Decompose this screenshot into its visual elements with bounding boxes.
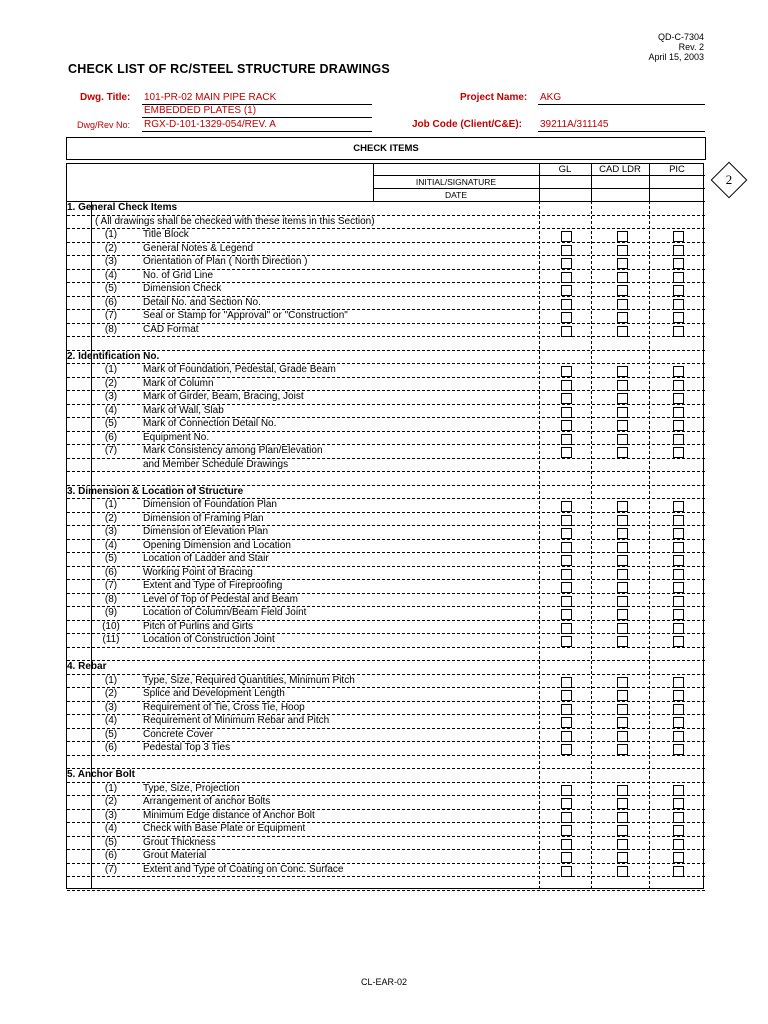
item-number: (6) (104, 566, 118, 578)
dwg-title-underline-2 (142, 117, 372, 118)
job-code-value: 39211A/311145 (540, 119, 609, 130)
checkbox-pic[interactable] (673, 623, 684, 634)
checkbox-pic[interactable] (673, 852, 684, 863)
checkbox-cad-ldr[interactable] (617, 690, 628, 701)
item-number: (1) (104, 782, 118, 794)
checkbox-gl[interactable] (561, 299, 572, 310)
checkbox-gl[interactable] (561, 380, 572, 391)
item-number: (2) (104, 512, 118, 524)
checkbox-gl[interactable] (561, 866, 572, 877)
checkbox-cad-ldr[interactable] (617, 582, 628, 593)
checkbox-cad-ldr[interactable] (617, 731, 628, 742)
item-text: Location of Column/Beam Field Joint (143, 607, 307, 618)
checkbox-pic[interactable] (673, 812, 684, 823)
checkbox-gl[interactable] (561, 785, 572, 796)
checkbox-pic[interactable] (673, 596, 684, 607)
checkbox-gl[interactable] (561, 447, 572, 458)
checkbox-cad-ldr[interactable] (617, 555, 628, 566)
item-text: Location of Ladder and Stair (143, 553, 269, 564)
checkbox-pic[interactable] (673, 839, 684, 850)
item-text: Working Point of Bracing (143, 566, 253, 578)
item-number: (11) (102, 634, 120, 645)
checkbox-gl[interactable] (561, 542, 572, 553)
checkbox-cad-ldr[interactable] (617, 258, 628, 269)
checkbox-gl[interactable] (561, 407, 572, 418)
section-title: 2. Identification No. (67, 350, 160, 362)
checkbox-gl[interactable] (561, 285, 572, 296)
item-number: (4) (104, 823, 118, 834)
section-title: 4. Rebar (67, 661, 107, 672)
item-text: Grout Thickness (143, 836, 216, 848)
column-header-pic: PIC (669, 164, 685, 175)
table-row (67, 404, 705, 417)
table-row (67, 822, 705, 835)
checkbox-gl[interactable] (561, 231, 572, 242)
table-row (67, 377, 705, 390)
item-number: (5) (104, 553, 118, 564)
checkbox-cad-ldr[interactable] (617, 839, 628, 850)
item-number: (7) (104, 863, 118, 875)
checkbox-cad-ldr[interactable] (617, 434, 628, 445)
checkbox-cad-ldr[interactable] (617, 596, 628, 607)
item-number: (6) (104, 850, 118, 861)
table-row (67, 579, 705, 592)
item-number: (1) (104, 674, 118, 686)
checkbox-gl[interactable] (561, 569, 572, 580)
item-number: (2) (104, 796, 118, 807)
checkbox-gl[interactable] (561, 636, 572, 647)
header-rule-2 (373, 188, 705, 189)
table-row (67, 701, 705, 714)
item-text: Seal or Stamp for "Approval" or "Construction" (143, 310, 348, 321)
item-text: Extent and Type of Coating on Conc. Surface (143, 863, 344, 875)
table-row (67, 417, 705, 430)
checkbox-pic[interactable] (673, 731, 684, 742)
table-row (67, 863, 705, 876)
checkbox-cad-ldr[interactable] (617, 866, 628, 877)
checkbox-cad-ldr[interactable] (617, 542, 628, 553)
table-row (67, 431, 705, 444)
section-heading-row (67, 201, 705, 214)
checkbox-gl[interactable] (561, 744, 572, 755)
table-row (67, 215, 705, 228)
document-code: QD-C-7304 (657, 32, 704, 42)
table-row (67, 525, 705, 538)
checkbox-cad-ldr[interactable] (617, 744, 628, 755)
checkbox-pic[interactable] (673, 501, 684, 512)
checkbox-gl[interactable] (561, 623, 572, 634)
checkbox-pic[interactable] (673, 798, 684, 809)
item-text: Equipment No. (143, 431, 210, 443)
item-text: Mark of Girder, Beam, Bracing, Joist (143, 391, 304, 402)
checkbox-pic[interactable] (673, 299, 684, 310)
checkbox-pic[interactable] (673, 231, 684, 242)
table-row (67, 633, 705, 646)
table-row (67, 363, 705, 376)
item-text: and Member Schedule Drawings (143, 458, 289, 470)
checkbox-gl[interactable] (561, 555, 572, 566)
checkbox-gl[interactable] (561, 272, 572, 283)
checkbox-cad-ldr[interactable] (617, 420, 628, 431)
table-row (67, 566, 705, 579)
project-name-value: AKG (540, 92, 562, 103)
checkbox-pic[interactable] (673, 245, 684, 256)
dwg-rev-value: RGX-D-101-1329-054/REV. A (144, 119, 276, 130)
item-number: (10) (102, 620, 120, 632)
checkbox-gl[interactable] (561, 677, 572, 688)
item-text: Extent and Type of Fireproofing (143, 580, 283, 591)
table-row (67, 674, 705, 687)
checkbox-gl[interactable] (561, 326, 572, 337)
item-text: Type, Size, Projection (143, 782, 240, 794)
item-text: Location of Construction Joint (143, 634, 275, 645)
checkbox-gl[interactable] (561, 420, 572, 431)
checkbox-gl[interactable] (561, 366, 572, 377)
checklist-table (66, 163, 704, 889)
checkbox-cad-ldr[interactable] (617, 393, 628, 404)
checkbox-pic[interactable] (673, 704, 684, 715)
item-number: (1) (104, 229, 118, 240)
table-row (67, 782, 705, 795)
item-text: ( All drawings shall be checked with these items in this Section) (95, 215, 375, 227)
checkbox-pic[interactable] (673, 717, 684, 728)
item-number: (2) (104, 688, 118, 699)
item-text: Mark of Wall, Slab (143, 404, 224, 416)
checkbox-gl[interactable] (561, 812, 572, 823)
date-label: DATE (444, 190, 468, 200)
item-text: Requirement of Minimum Rebar and Pitch (143, 715, 330, 726)
item-number: (3) (104, 391, 118, 402)
item-text: Level of Top of Pedestal and Beam (143, 593, 298, 605)
item-number: (5) (104, 728, 118, 740)
item-text: Mark of Connection Detail No. (143, 418, 277, 429)
item-text: Arrangement of anchor Bolts (143, 796, 271, 807)
checkbox-gl[interactable] (561, 731, 572, 742)
item-number: (5) (104, 418, 118, 429)
checkbox-pic[interactable] (673, 258, 684, 269)
item-number: (3) (104, 809, 118, 821)
checkbox-cad-ldr[interactable] (617, 636, 628, 647)
checkbox-cad-ldr[interactable] (617, 326, 628, 337)
column-header-cad-ldr: CAD LDR (599, 164, 641, 175)
checkbox-gl[interactable] (561, 245, 572, 256)
item-number: (9) (104, 607, 118, 618)
checkbox-gl[interactable] (561, 515, 572, 526)
checkbox-cad-ldr[interactable] (617, 798, 628, 809)
item-text: Mark of Foundation, Pedestal, Grade Beam (143, 364, 336, 375)
table-row (67, 836, 705, 849)
header-rule-1 (373, 175, 705, 176)
checkbox-gl[interactable] (561, 528, 572, 539)
item-text: Detail No. and Section No. (143, 296, 261, 308)
item-number: (3) (104, 256, 118, 267)
dwg-title-value-line1: 101-PR-02 MAIN PIPE RACK (144, 92, 277, 103)
checkbox-cad-ldr[interactable] (617, 407, 628, 418)
table-row (67, 296, 705, 309)
table-row (67, 539, 705, 552)
project-name-underline (538, 104, 705, 105)
item-number: (1) (104, 499, 118, 510)
checkbox-pic[interactable] (673, 555, 684, 566)
checkbox-cad-ldr[interactable] (617, 528, 628, 539)
item-text: Pitch of Purlins and Girts (143, 620, 254, 632)
document-date: April 15, 2003 (648, 52, 704, 62)
checkbox-pic[interactable] (673, 366, 684, 377)
checkbox-cad-ldr[interactable] (617, 245, 628, 256)
checkbox-pic[interactable] (673, 393, 684, 404)
checkbox-cad-ldr[interactable] (617, 380, 628, 391)
item-text: Dimension of Elevation Plan (143, 526, 269, 537)
table-row (67, 687, 705, 700)
blank-row (67, 755, 705, 768)
checkbox-pic[interactable] (673, 609, 684, 620)
page-marker-number: 2 (725, 172, 733, 187)
checkbox-gl[interactable] (561, 704, 572, 715)
checkbox-gl[interactable] (561, 582, 572, 593)
item-text: Splice and Development Length (143, 688, 285, 699)
checkbox-gl[interactable] (561, 852, 572, 863)
checkbox-pic[interactable] (673, 636, 684, 647)
table-row (67, 849, 705, 862)
checkbox-cad-ldr[interactable] (617, 366, 628, 377)
page-title: CHECK LIST OF RC/STEEL STRUCTURE DRAWINGS (68, 62, 390, 76)
item-text: Concrete Cover (143, 728, 214, 740)
section-title: 3. Dimension & Location of Structure (67, 485, 244, 497)
item-number: (7) (104, 445, 118, 456)
item-number: (2) (104, 377, 118, 389)
item-text: Opening Dimension and Location (143, 539, 291, 551)
checkbox-cad-ldr[interactable] (617, 515, 628, 526)
item-number: (3) (104, 701, 118, 713)
checkbox-pic[interactable] (673, 528, 684, 539)
table-row (67, 228, 705, 241)
item-number: (4) (104, 404, 118, 416)
item-number: (6) (104, 431, 118, 443)
checkbox-gl[interactable] (561, 393, 572, 404)
checkbox-pic[interactable] (673, 407, 684, 418)
check-items-header: CHECK ITEMS (66, 137, 706, 160)
item-text: Requirement of Tie, Cross Tie, Hoop (143, 701, 305, 713)
checkbox-gl[interactable] (561, 434, 572, 445)
checkbox-cad-ldr[interactable] (617, 825, 628, 836)
checkbox-gl[interactable] (561, 596, 572, 607)
checkbox-pic[interactable] (673, 420, 684, 431)
checkbox-pic[interactable] (673, 569, 684, 580)
checkbox-pic[interactable] (673, 380, 684, 391)
column-header-gl: GL (558, 164, 572, 175)
dwg-title-value-line2: EMBEDDED PLATES (1) (144, 105, 257, 116)
checkbox-pic[interactable] (673, 825, 684, 836)
checkbox-gl[interactable] (561, 312, 572, 323)
initial-signature-label: INITIAL/SIGNATURE (415, 177, 497, 187)
checkbox-gl[interactable] (561, 690, 572, 701)
table-row (67, 444, 705, 457)
item-number: (8) (104, 323, 118, 335)
item-text: Check with Base Plate or Equipment (143, 823, 306, 834)
checkbox-cad-ldr[interactable] (617, 677, 628, 688)
checkbox-pic[interactable] (673, 312, 684, 323)
blank-row (67, 336, 705, 349)
checkbox-gl[interactable] (561, 717, 572, 728)
section-heading-row (67, 485, 705, 498)
checkbox-cad-ldr[interactable] (617, 501, 628, 512)
item-text: Dimension of Framing Plan (143, 512, 264, 524)
checkbox-cad-ldr[interactable] (617, 285, 628, 296)
table-row (67, 741, 705, 754)
job-code-underline (538, 131, 705, 132)
table-row (67, 714, 705, 727)
item-number: (5) (104, 836, 118, 848)
checkbox-pic[interactable] (673, 542, 684, 553)
checkbox-pic[interactable] (673, 582, 684, 593)
item-text: Mark Consistency among Plan/Elevation (143, 445, 323, 456)
item-text: No. of Grid Line (143, 269, 214, 281)
checkbox-gl[interactable] (561, 839, 572, 850)
item-text: General Notes & Legend (143, 242, 254, 254)
item-text: Type, Size, Required Quantities, Minimum Pitch (143, 674, 355, 686)
checkbox-pic[interactable] (673, 285, 684, 296)
table-row (67, 512, 705, 525)
table-row (67, 458, 705, 471)
project-name-label: Project Name: (460, 92, 528, 103)
item-number: (2) (104, 242, 118, 254)
section-title: 5. Anchor Bolt (67, 769, 135, 780)
checkbox-cad-ldr[interactable] (617, 312, 628, 323)
item-number: (5) (104, 283, 118, 294)
checkbox-pic[interactable] (673, 866, 684, 877)
checkbox-pic[interactable] (673, 690, 684, 701)
checkbox-pic[interactable] (673, 744, 684, 755)
item-number: (3) (104, 526, 118, 537)
checkbox-gl[interactable] (561, 609, 572, 620)
table-row (67, 593, 705, 606)
table-row (67, 606, 705, 619)
checkbox-cad-ldr[interactable] (617, 852, 628, 863)
checkbox-cad-ldr[interactable] (617, 609, 628, 620)
item-text: Title Block (143, 229, 189, 240)
table-row (67, 323, 705, 336)
table-row (67, 255, 705, 268)
item-number: (6) (104, 296, 118, 308)
checkbox-cad-ldr[interactable] (617, 812, 628, 823)
section-heading-row (67, 660, 705, 673)
checkbox-cad-ldr[interactable] (617, 704, 628, 715)
item-text: Dimension Check (143, 283, 222, 294)
checkbox-cad-ldr[interactable] (617, 231, 628, 242)
item-text: Mark of Column (143, 377, 214, 389)
item-text: Orientation of Plan ( North Direction ) (143, 256, 308, 267)
table-row (67, 269, 705, 282)
document-revision: Rev. 2 (678, 42, 704, 52)
blank-row (67, 471, 705, 484)
table-row (67, 552, 705, 565)
checkbox-gl[interactable] (561, 258, 572, 269)
section-heading-row (67, 768, 705, 781)
table-row (67, 282, 705, 295)
checkbox-pic[interactable] (673, 447, 684, 458)
checkbox-cad-ldr[interactable] (617, 569, 628, 580)
checkbox-cad-ldr[interactable] (617, 447, 628, 458)
checkbox-pic[interactable] (673, 785, 684, 796)
item-text: CAD Format (143, 323, 199, 335)
blank-row (67, 876, 705, 889)
dwg-title-label: Dwg. Title: (80, 92, 131, 103)
item-text: Grout Material (143, 850, 207, 861)
section-title: 1. General Check Items (67, 202, 178, 213)
table-row (67, 390, 705, 403)
checkbox-pic[interactable] (673, 434, 684, 445)
blank-row (67, 647, 705, 660)
checkbox-pic[interactable] (673, 677, 684, 688)
checkbox-pic[interactable] (673, 326, 684, 337)
table-row (67, 728, 705, 741)
item-number: (4) (104, 539, 118, 551)
table-row (67, 809, 705, 822)
item-number: (7) (104, 310, 118, 321)
checkbox-cad-ldr[interactable] (617, 299, 628, 310)
table-row (67, 498, 705, 511)
table-row (67, 309, 705, 322)
dwg-rev-underline (142, 131, 372, 132)
job-code-label: Job Code (Client/C&E): (412, 119, 522, 130)
section-heading-row (67, 350, 705, 363)
checkbox-pic[interactable] (673, 272, 684, 283)
item-number: (4) (104, 715, 118, 726)
table-row (67, 795, 705, 808)
footer-code: CL-EAR-02 (360, 977, 407, 987)
item-text: Dimension of Foundation Plan (143, 499, 277, 510)
table-row (67, 242, 705, 255)
checkbox-gl[interactable] (561, 825, 572, 836)
item-number: (7) (104, 580, 118, 591)
checkbox-cad-ldr[interactable] (617, 785, 628, 796)
checkbox-cad-ldr[interactable] (617, 272, 628, 283)
item-number: (4) (104, 269, 118, 281)
dwg-rev-label: Dwg/Rev No: (77, 120, 131, 130)
checkbox-gl[interactable] (561, 798, 572, 809)
checkbox-cad-ldr[interactable] (617, 623, 628, 634)
item-number: (8) (104, 593, 118, 605)
checkbox-cad-ldr[interactable] (617, 717, 628, 728)
table-row (67, 620, 705, 633)
row-separator (67, 890, 705, 891)
item-number: (1) (104, 364, 118, 375)
item-text: Minimum Edge distance of Anchor Bolt (143, 809, 315, 821)
checkbox-gl[interactable] (561, 501, 572, 512)
item-number: (6) (104, 742, 118, 753)
item-text: Pedestal Top 3 Ties (143, 742, 231, 753)
checkbox-pic[interactable] (673, 515, 684, 526)
